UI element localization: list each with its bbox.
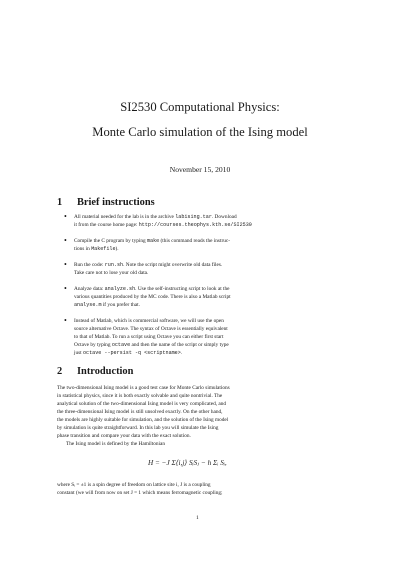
text-line: Run the code: run.sh. Note the script might overwrite old data files. xyxy=(74,262,223,268)
text-line: analyse.m if you prefer that. xyxy=(74,302,140,308)
paragraph-line: where Sᵢ = ±1 is a spin degree of freedom on lattice site i, J is a coupling xyxy=(57,482,211,488)
course-url-link: http://courses.theophys.kth.se/SI2530 xyxy=(138,222,252,228)
paragraph-line: The two-dimensional Ising model is a good test case for Monte Carlo simulations xyxy=(57,385,230,391)
paragraph-line: the three-dimensional Ising model is still unsolved exactly. On the other hand, xyxy=(57,409,223,415)
section-title: Brief instructions xyxy=(77,197,155,208)
paragraph-line: the models are highly suitable for simulation, and the solution of the Ising model xyxy=(57,417,229,423)
text-line: tions in Makefile). xyxy=(74,246,119,252)
text-line: Analyze data: analyze.sh. Use the self-instructing script to look at the xyxy=(74,286,230,292)
paragraph-line: constant (we will from now on set J = 1 which means ferromagnetic coupling; xyxy=(57,490,223,496)
text-line: just octave --persist -q <scriptname>. xyxy=(74,350,183,356)
text-line: Compile the C program by typing make (this command reads the instruc- xyxy=(74,238,230,244)
paragraph-line: phase transition and compare your data with the exact solution. xyxy=(57,433,191,439)
text-line: to that of Matlab. To run a script using Octave you can either first start xyxy=(74,334,224,340)
text-line: All material needed for the lab is in the archive labising.tar. Download xyxy=(74,214,237,220)
section-number: 1 xyxy=(57,197,63,208)
paragraph-line: in statistical physics, since it is both exactly solvable and quite nontrivial. The xyxy=(57,393,223,399)
hamiltonian-formula: H = −J Σ⟨i,j⟩ SᵢSⱼ − h Σᵢ Sᵢ, xyxy=(148,459,227,467)
section-title: Introduction xyxy=(77,366,134,377)
text-line: Octave by typing octave and then the name of the script or simply type xyxy=(74,342,229,348)
bullet-icon: • xyxy=(64,260,67,269)
section-heading-brief-instructions xyxy=(57,197,155,208)
bullet-icon: • xyxy=(64,316,67,325)
paragraph-line: The Ising model is defined by the Hamiltonian xyxy=(66,441,166,447)
paragraph-line: analytical solution of the two-dimensional Ising model is very complicated, and xyxy=(57,401,227,407)
bullet-icon: • xyxy=(64,284,67,293)
text-line: Instead of Matlab, which is commercial software, we will use the open xyxy=(74,318,224,324)
title-line-1: SI2530 Computational Physics: xyxy=(120,100,280,114)
text-line: source alternative Octave. The syntax of Octave is essentially equivalent xyxy=(74,326,228,332)
text-line: various quantities produced by the MC code. There is also a Matlab script xyxy=(74,294,231,300)
text-line: it from the course home page: http://courses.theophys.kth.se/SI2530 xyxy=(74,222,252,228)
bullet-icon: • xyxy=(64,236,67,245)
section-heading-introduction xyxy=(57,366,133,377)
document-date: November 15, 2010 xyxy=(169,165,231,174)
paragraph-line: by simulation is quite straightforward. In this lab you will simulate the Ising xyxy=(57,425,219,431)
section-number: 2 xyxy=(57,366,63,377)
bullet-icon: • xyxy=(64,212,67,221)
page-number: 1 xyxy=(196,515,199,521)
text-line: Take care not to lose your old data. xyxy=(74,270,149,276)
title-line-2: Monte Carlo simulation of the Ising model xyxy=(92,125,308,139)
